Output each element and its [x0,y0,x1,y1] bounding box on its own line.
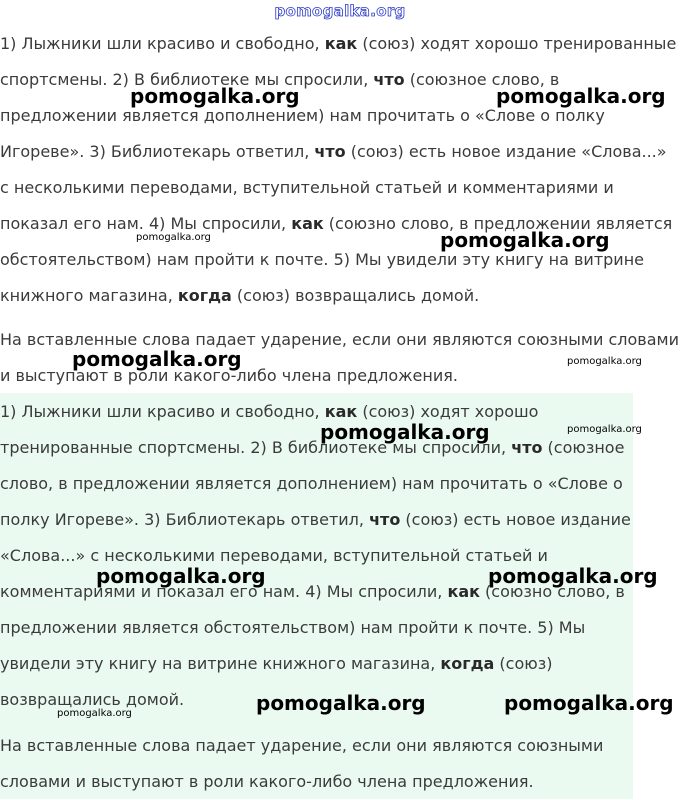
bold-keyword: что [314,142,346,161]
watermark: pomogalka.org [567,356,642,367]
text-run: 1) Лыжники шли красиво и свободно, [0,402,325,421]
answer-paragraph [0,394,634,718]
text-run: (союзное слово, в предложении является дополнением) нам прочитать о «Слове о полку Игореве». 3) Библиотекарь ответил, [0,438,625,529]
text-run: (союз) возвращались домой. [231,286,480,305]
bold-keyword: что [369,510,401,529]
question-paragraph [0,26,680,314]
bold-keyword: как [324,34,358,53]
answer-note: На вставленные слова падает ударение, если они являются союзными словами и выступают в роли какого-либо члена предложения. [0,736,604,791]
bold-keyword: когда [177,286,232,305]
bold-keyword: как [291,214,324,233]
bold-keyword: что [373,70,405,89]
watermark: pomogalka.org [130,84,300,108]
text-run: (союзно слово, в предложении является обстоятельством) нам пройти к почте. 5) Мы увидели эту книгу на витрине книжного магазина, [0,214,673,305]
watermark: pomogalka.org [320,420,490,444]
text-run: (союз) возвращались домой. [0,654,553,709]
watermark: pomogalka.org [496,84,666,108]
bold-keyword: что [511,438,543,457]
site-header-logo: pomogalka.org [274,2,406,20]
text-run: (союз) есть новое издание «Слова...» с несколькими переводами, вступительной статьей и комментариями и показал его нам. 4) Мы спросили, [0,510,631,601]
watermark: pomogalka.org [567,424,642,435]
text-run: (союз) ходят хорошо тренированные спортсмены. 2) В библиотеке мы спросили, [0,34,677,89]
question-note: На вставленные слова падает ударение, если они являются союзными словами и выступают в роли какого-либо члена предложения. [0,330,679,385]
bold-keyword: как [324,402,358,421]
watermark: pomogalka.org [136,232,211,243]
bold-keyword: когда [440,654,495,673]
watermark: pomogalka.org [440,228,610,252]
text-run: 1) Лыжники шли красиво и свободно, [0,34,325,53]
watermark: pomogalka.org [488,564,658,588]
watermark: pomogalka.org [72,347,242,371]
text-run: (союз) ходят хорошо тренированные спортсмены. 2) В библиотеке мы спросили, [0,402,539,457]
text-run: (союзно слово, в предложении является обстоятельством) нам пройти к почте. 5) Мы увидели эту книгу на витрине книжного магазина, [0,582,625,673]
text-run: (союзное слово, в предложении является дополнением) нам прочитать о «Слове о полку Игореве». 3) Библиотекарь ответил, [0,70,605,161]
bold-keyword: как [447,582,480,601]
text-run: (союз) есть новое издание «Слова...» с несколькими переводами, вступительной статьей и комментариями и показал его нам. 4) Мы спросили, [0,142,667,233]
watermark: pomogalka.org [504,691,674,715]
watermark: pomogalka.org [96,564,266,588]
watermark: pomogalka.org [256,691,426,715]
watermark: pomogalka.org [57,708,132,719]
